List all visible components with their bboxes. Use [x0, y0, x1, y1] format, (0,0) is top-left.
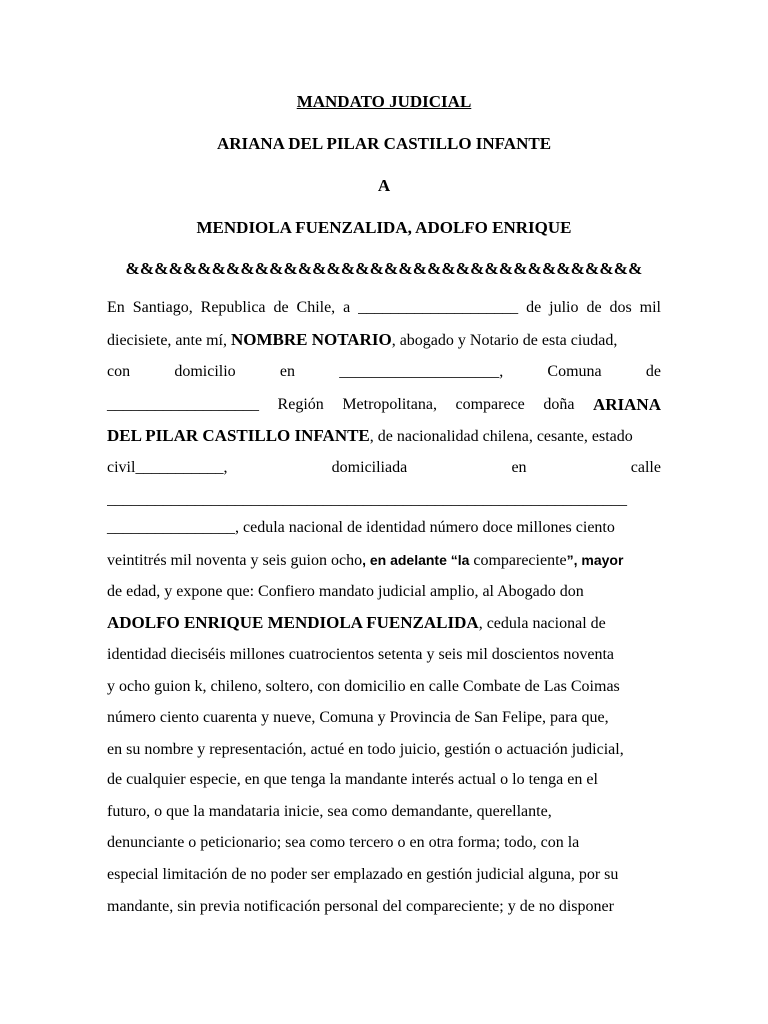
word: dos — [609, 299, 632, 316]
body-line-19: especial limitación de no poder ser emplazado en gestión judicial alguna, por su — [107, 866, 619, 883]
body-line-9: veintitrés mil noventa y seis guion ocho, en adelante “la compareciente”, mayor — [107, 552, 624, 569]
word: mil — [639, 299, 661, 316]
body-line-5-text: DEL PILAR CASTILLO INFANTE, de nacionalidad chilena, cesante, estado — [107, 426, 633, 445]
body-line-14: número ciento cuarenta y nueve, Comuna y Provincia de San Felipe, para que, — [107, 709, 609, 726]
body-line-10: de edad, y expone que: Confiero mandato judicial amplio, al Abogado don — [107, 583, 584, 600]
notary-name: NOMBRE NOTARIO — [230, 330, 392, 349]
word: Santiago, — [132, 299, 193, 316]
party-name-start: ARIANA — [592, 395, 661, 414]
document-title: MANDATO JUDICIAL — [296, 92, 472, 111]
body-line-15: en su nombre y representación, actué en todo juicio, gestión o actuación judicial, — [107, 741, 624, 758]
word: julio — [549, 299, 579, 316]
word: a — [343, 299, 351, 316]
party-name-end: DEL PILAR CASTILLO INFANTE — [107, 426, 370, 445]
body-line-1 — [107, 297, 661, 319]
body-line-3 — [107, 361, 661, 383]
body-line-12: identidad dieciséis millones cuatrocientos setenta y seis mil doscientos noventa — [107, 646, 614, 663]
word: Chile, — [296, 299, 336, 316]
party-two-heading: MENDIOLA FUENZALIDA, ADOLFO ENRIQUE — [196, 218, 572, 237]
body-line-17: futuro, o que la mandataria inicie, sea como demandante, querellante, — [107, 803, 552, 820]
separator-line: &&&&&&&&&&&&&&&&&&&&&&&&&&&&&&&&&&&& — [125, 259, 643, 278]
word: de — [645, 363, 661, 380]
body-line-5 — [107, 425, 661, 448]
party-one-heading: ARIANA DEL PILAR CASTILLO INFANTE — [216, 134, 552, 153]
word: con — [107, 363, 131, 380]
body-line-13: y ocho guion k, chileno, soltero, con domicilio en calle Combate de Las Coimas — [107, 678, 620, 695]
body-line-11 — [107, 612, 661, 635]
body-line-11-text: ADOLFO ENRIQUE MENDIOLA FUENZALIDA, cedula nacional de — [107, 613, 606, 632]
attorney-name: ADOLFO ENRIQUE MENDIOLA FUENZALIDA — [107, 613, 479, 632]
word: ____________________, — [339, 363, 504, 380]
body-line-18: denunciante o peticionario; sea como tercero o en otra forma; todo, con la — [107, 834, 580, 851]
word: ____________________ — [358, 299, 519, 316]
body-line-2 — [107, 329, 661, 352]
word: en — [511, 459, 527, 476]
connector-heading: A — [377, 176, 391, 195]
word: Republica — [200, 299, 266, 316]
word: en — [279, 363, 295, 380]
word: civil___________, — [107, 459, 228, 476]
body-line-2-text: diecisiete, ante mí, NOMBRE NOTARIO, abogado y Notario de esta ciudad, — [107, 330, 618, 349]
body-line-4: ___________________ Región Metropolitana, comparece doña ARIANA — [107, 395, 661, 414]
word: de — [526, 299, 542, 316]
body-line-6 — [107, 457, 661, 479]
word: domiciliada — [331, 459, 408, 476]
word: de — [586, 299, 602, 316]
word: domicilio — [174, 363, 236, 380]
word: En — [107, 299, 125, 316]
body-line-16: de cualquier especie, en que tenga la mandante interés actual o lo tenga en el — [107, 771, 598, 788]
body-line-8: ________________, cedula nacional de identidad número doce millones ciento — [107, 519, 615, 536]
body-line-7: _________________________________________________________________ — [107, 491, 627, 508]
word: de — [273, 299, 289, 316]
word: Comuna — [547, 363, 602, 380]
word: calle — [630, 459, 661, 476]
body-line-20: mandante, sin previa notificación personal del compareciente; y de no disponer — [107, 898, 614, 915]
